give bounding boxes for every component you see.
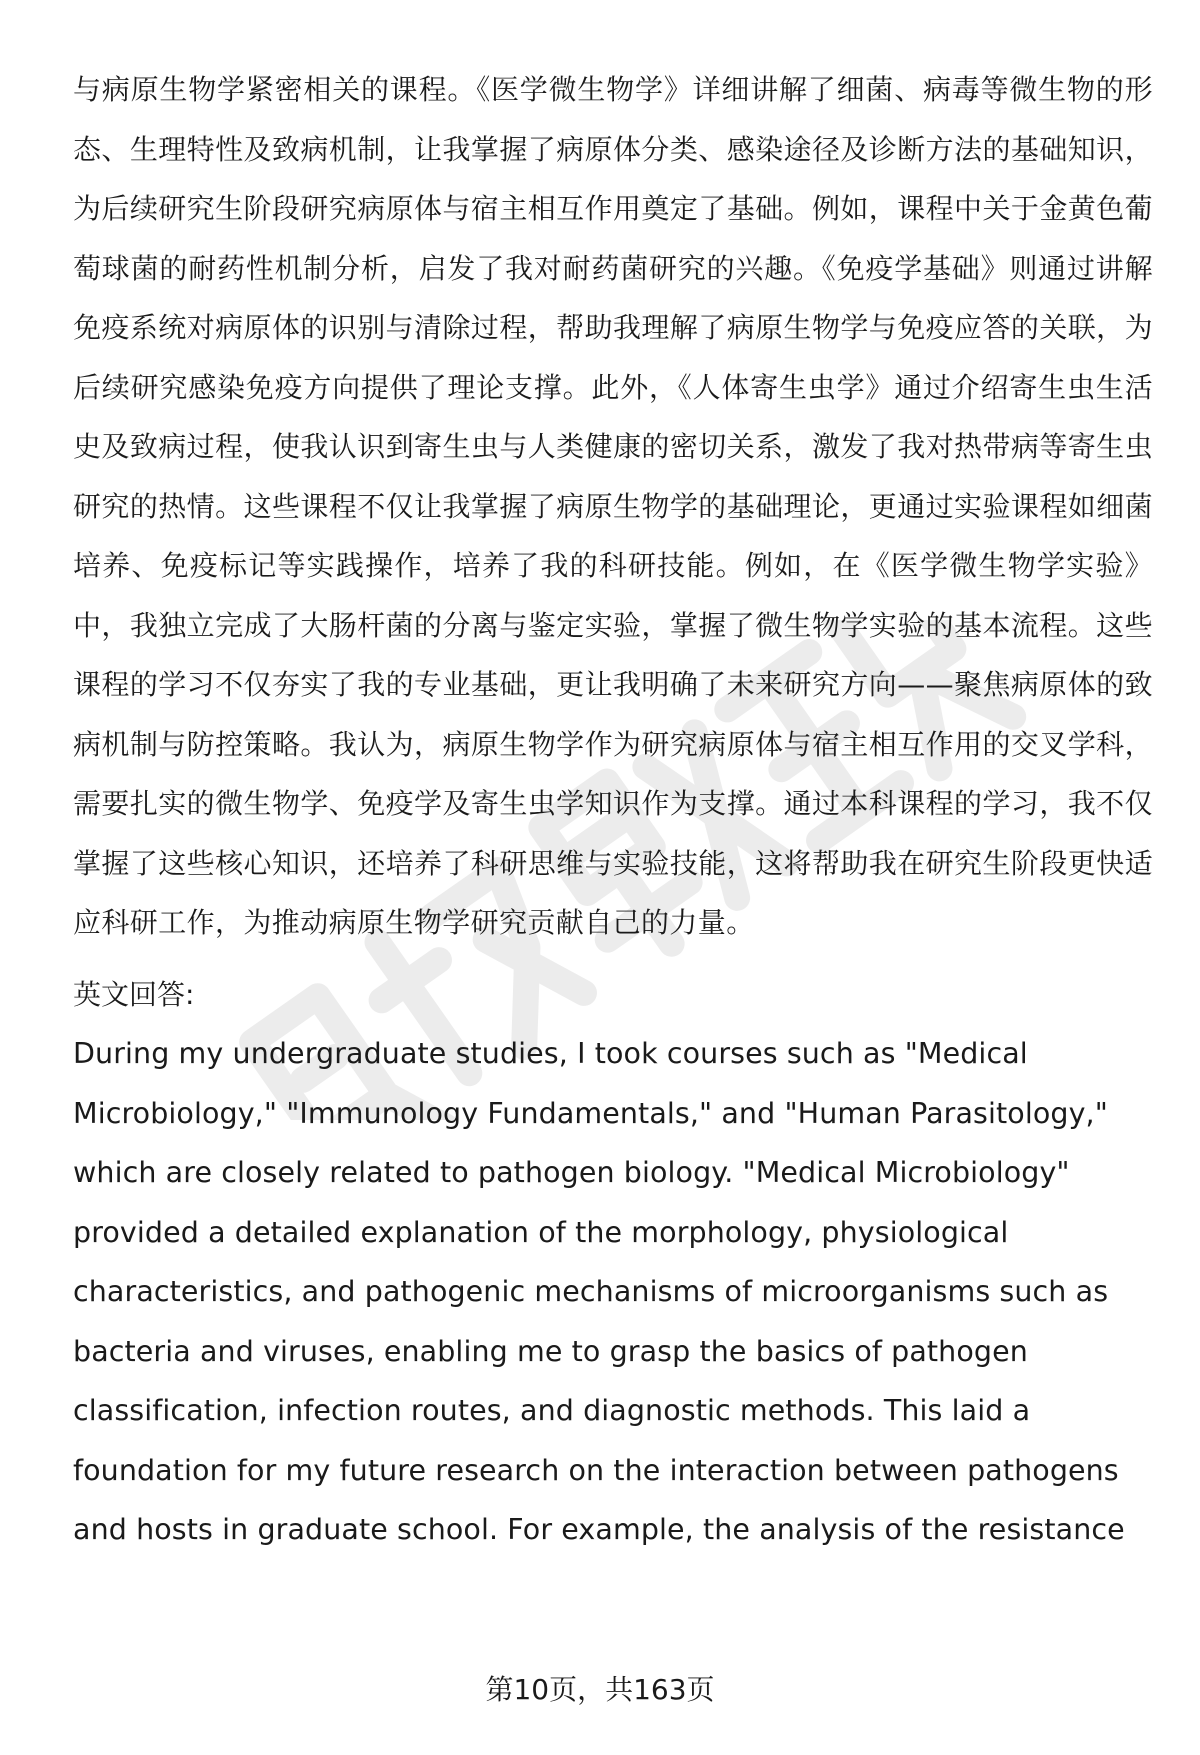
english-line: which are closely related to pathogen biology. "Medical Microbiology" <box>73 1156 1070 1189</box>
english-answer-heading: 英文回答: <box>73 977 195 1011</box>
chinese-answer-paragraph: 与病原生物学紧密相关的课程。《医学微生物学》详细讲解了细菌、病毒等微生物的形态、生理特性及致病机制，让我掌握了病原体分类、感染途径及诊断方法的基础知识，为后续研究生阶段研究病原体与宿主相互作用奠定了基础。例如，课程中关于金黄色葡萄球菌的耐药性机制分析，启发了我对耐药菌研究的兴趣。《免疫学基础》则通过讲解免疫系统对病原体的识别与清除过程，帮助我理解了病原生物学与免疫应答的关联，为后续研究感染免疫方向提供了理论支撑。此外，《人体寄生虫学》通过介绍寄生虫生活史及致病过程，使我认识到寄生虫与人类健康的密切关系，激发了我对热带病等寄生虫研究的热情。这些课程不仅让我掌握了病原生物学的基础理论，更通过实验课程如细菌培养、免疫标记等实践操作，培养了我的科研技能。例如，在《医学微生物学实验》中，我独立完成了大肠杆菌的分离与鉴定实验，掌握了微生物学实验的基本流程。这些课程的学习不仅夯实了我的专业基础，更让我明确了未来研究方向——聚焦病原体的致病机制与防控策略。我认为，病原生物学作为研究病原体与宿主相互作用的交叉学科，需要扎实的微生物学、免疫学及寄生虫学知识作为支撑。通过本科课程的学习，我不仅掌握了这些核心知识，还培养了科研思维与实验技能，这将帮助我在研究生阶段更快适应科研工作，为推动病原生物学研究贡献自己的力量。 <box>73 73 1153 939</box>
english-line: During my undergraduate studies, I took courses such as "Medical <box>73 1037 1028 1070</box>
english-answer-paragraph <box>73 1024 1153 1560</box>
english-line: Microbiology," "Immunology Fundamentals," and "Human Parasitology," <box>73 1096 1108 1130</box>
english-line: bacteria and viruses, enabling me to grasp the basics of pathogen <box>73 1334 1028 1368</box>
document-body <box>73 60 1153 1560</box>
english-line: foundation for my future research on the interaction between pathogens <box>73 1453 1119 1487</box>
english-line: characteristics, and pathogenic mechanisms of microorganisms such as <box>73 1275 1109 1308</box>
english-line: classification, infection routes, and diagnostic methods. This laid a <box>73 1394 1031 1427</box>
english-line: provided a detailed explanation of the morphology, physiological <box>73 1215 1009 1249</box>
page-number-footer: 第10页，共163页 <box>485 1673 715 1706</box>
english-line: and hosts in graduate school. For example, the analysis of the resistance <box>73 1513 1125 1546</box>
